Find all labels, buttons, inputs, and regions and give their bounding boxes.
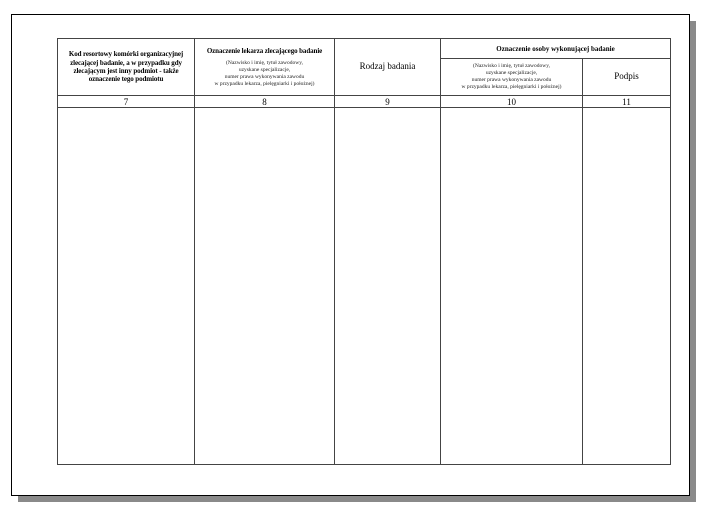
- col-9-header: [335, 39, 441, 96]
- col-11-header: [583, 59, 671, 96]
- column-number-row: [58, 96, 671, 108]
- col-7-number: 7: [58, 96, 195, 108]
- col-8-sub-4: w przypadku lekarza, pielęgniarki i położnej): [214, 80, 315, 87]
- group-header-text: Oznaczenie osoby wykonującej badanie: [496, 44, 615, 53]
- group-header: [441, 39, 671, 59]
- col-9-number: 9: [335, 96, 441, 108]
- entry-cell-9[interactable]: [335, 108, 441, 465]
- col-10-sub-4: w przypadku lekarza, pielęgniarki i położnej): [461, 83, 562, 90]
- entry-row: [58, 108, 671, 465]
- document-page: [11, 14, 690, 496]
- col-11-number: 11: [583, 96, 671, 108]
- col-8-header: [195, 39, 335, 96]
- entry-cell-11[interactable]: [583, 108, 671, 465]
- col-11-header-text: Podpis: [614, 71, 639, 82]
- entry-cell-8[interactable]: [195, 108, 335, 465]
- col-9-header-text: Rodzaj badania: [359, 61, 416, 72]
- col-10-sub-2: uzyskane specjalizacje,: [485, 70, 538, 77]
- header-row-1: [58, 39, 671, 59]
- col-8-sub-2: uzyskane specjalizacje,: [238, 66, 291, 73]
- col-8-sub-3: numer prawa wykonywania zawodu: [224, 73, 305, 80]
- col-10-number: 10: [441, 96, 583, 108]
- col-8-sub-1: (Nazwisko i imię, tytuł zawodowy,: [226, 59, 303, 66]
- col-8-header-text: Oznaczenie lekarza zlecającego badanie: [206, 46, 323, 55]
- col-10-sub-1: (Nazwisko i imię, tytuł zawodowy,: [473, 63, 550, 70]
- entry-cell-7[interactable]: [58, 108, 195, 465]
- col-10-sub-3: numer prawa wykonywania zawodu: [471, 77, 552, 83]
- register-table: [57, 38, 671, 465]
- entry-cell-10[interactable]: [441, 108, 583, 465]
- col-7-header-text: Kod resortowy komórki organizacyjnej zlecającej badanie, a w przypadku gdy zlecającym jest inny podmiot - także oznaczenie tego podmiotu: [68, 50, 184, 84]
- col-7-header: [58, 39, 195, 96]
- col-8-number: 8: [195, 96, 335, 108]
- col-10-header: [441, 59, 583, 96]
